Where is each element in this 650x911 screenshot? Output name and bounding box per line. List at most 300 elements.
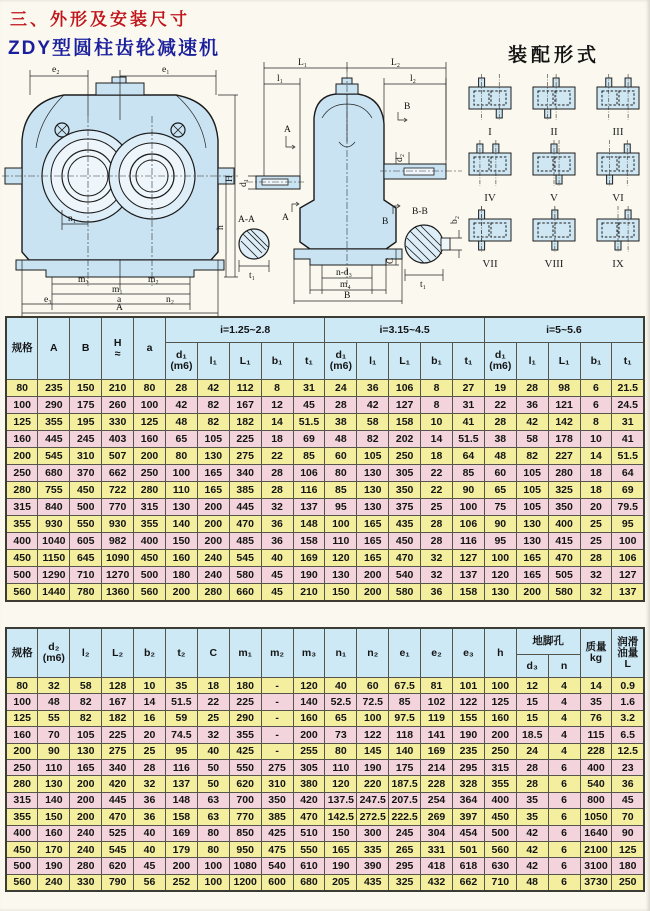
- col-header: L₁: [548, 343, 580, 380]
- table-row: [6, 397, 644, 414]
- section-arrow-A2: A: [282, 213, 289, 223]
- cell: 500: [484, 825, 516, 841]
- cell: 40: [134, 825, 166, 841]
- col-header: L₁: [229, 343, 261, 380]
- cell: 432: [421, 874, 453, 891]
- table2-header: [6, 628, 644, 678]
- assembly-form-label: III: [612, 126, 624, 138]
- cell: 175: [389, 759, 421, 775]
- cell: 305: [293, 759, 325, 775]
- cell: 310: [70, 448, 102, 465]
- cell: 250: [6, 465, 38, 482]
- cell: 3100: [580, 858, 612, 874]
- cell: 69: [612, 482, 644, 499]
- cell: 280: [197, 584, 229, 602]
- side-view-drawing: [236, 52, 466, 314]
- cell: 60: [325, 448, 357, 465]
- section-title: 三、外形及安装尺寸: [10, 10, 190, 29]
- assembly-form-item: [524, 138, 584, 203]
- cell: 250: [484, 743, 516, 759]
- cell: 100: [134, 397, 166, 414]
- cell: 225: [102, 727, 134, 743]
- cell: 1360: [102, 584, 134, 602]
- cell: 36: [421, 584, 453, 602]
- cell: 400: [6, 533, 38, 550]
- cell: 390: [357, 858, 389, 874]
- cell: 105: [516, 482, 548, 499]
- cell: 128: [102, 678, 134, 694]
- cell: 35: [516, 792, 548, 808]
- assembly-form-item: [460, 72, 520, 137]
- col-header: h: [484, 628, 516, 678]
- cell: 169: [293, 550, 325, 567]
- col-header: t₂: [165, 628, 197, 678]
- cell: 27: [452, 380, 484, 397]
- dim-t1-left: t₁: [249, 271, 255, 281]
- dim-m4: m₄: [340, 280, 351, 290]
- cell: 25: [134, 743, 166, 759]
- cell: 240: [70, 825, 102, 841]
- cell: 105: [197, 431, 229, 448]
- cell: 200: [516, 584, 548, 602]
- cell: 560: [484, 841, 516, 857]
- cell: 121: [548, 397, 580, 414]
- cell: 98: [548, 380, 580, 397]
- cell: 6: [548, 776, 580, 792]
- cell: 228: [421, 776, 453, 792]
- cell: 400: [548, 516, 580, 533]
- cell: 42: [165, 397, 197, 414]
- cell: 70: [38, 727, 70, 743]
- cell: 315: [6, 499, 38, 516]
- cell: 340: [102, 759, 134, 775]
- mass-header: 质量 kg: [580, 628, 612, 678]
- cell: 100: [6, 694, 38, 710]
- cell: 445: [102, 792, 134, 808]
- cell: 28: [421, 533, 453, 550]
- table-row: [6, 841, 644, 857]
- cell: 550: [229, 759, 261, 775]
- cell: 41: [452, 414, 484, 431]
- cell: 325: [389, 874, 421, 891]
- cell: 42: [516, 414, 548, 431]
- cell: 64: [612, 465, 644, 482]
- cell: 36: [134, 809, 166, 825]
- dim-A: A: [116, 303, 123, 313]
- cell: 110: [165, 482, 197, 499]
- cell: 485: [229, 533, 261, 550]
- cell: 280: [70, 858, 102, 874]
- cell: 130: [165, 499, 197, 516]
- assembly-form-label: VIII: [544, 258, 564, 270]
- col-header: d₁ (m6): [165, 343, 197, 380]
- cell: 1090: [102, 550, 134, 567]
- cell: 200: [197, 499, 229, 516]
- dim-a: a: [117, 295, 122, 305]
- cell: 130: [357, 499, 389, 516]
- cell: 28: [580, 550, 612, 567]
- cell: 501: [452, 841, 484, 857]
- cell: 165: [357, 533, 389, 550]
- cell: 82: [197, 397, 229, 414]
- cell: 130: [516, 533, 548, 550]
- cell: 36: [612, 776, 644, 792]
- dim-l2: l₂: [410, 74, 416, 84]
- cell: 65: [325, 710, 357, 726]
- cell: 48: [38, 694, 70, 710]
- cell: 200: [70, 809, 102, 825]
- cell: 160: [134, 431, 166, 448]
- cell: 840: [38, 499, 70, 516]
- cell: 82: [197, 414, 229, 431]
- cell: 120: [325, 776, 357, 792]
- cell: 330: [70, 874, 102, 891]
- oil-header: 润滑 油量 L: [612, 628, 644, 678]
- cell: 850: [229, 825, 261, 841]
- dim-nd3: n-d₃: [336, 268, 352, 278]
- cell: 82: [70, 694, 102, 710]
- cell: 800: [580, 792, 612, 808]
- cell: 42: [197, 380, 229, 397]
- cell: 25: [580, 533, 612, 550]
- cell: 24.5: [612, 397, 644, 414]
- dim-L2: L₂: [391, 58, 401, 68]
- col-header: L₁: [389, 343, 421, 380]
- cell: 101: [452, 678, 484, 694]
- cell: 120: [484, 567, 516, 584]
- table-row: [6, 414, 644, 431]
- cell: 200: [197, 533, 229, 550]
- cell: 304: [421, 825, 453, 841]
- cell: 200: [134, 448, 166, 465]
- col-header: t₁: [293, 343, 325, 380]
- cell: 214: [421, 759, 453, 775]
- cell: 36: [516, 397, 548, 414]
- cell: 97.5: [389, 710, 421, 726]
- cell: 630: [484, 858, 516, 874]
- cell: 335: [357, 841, 389, 857]
- cell: 169: [165, 825, 197, 841]
- cell: 122: [452, 694, 484, 710]
- cell: 454: [452, 825, 484, 841]
- cell: 790: [102, 874, 134, 891]
- cell: 110: [325, 533, 357, 550]
- cell: 22: [261, 448, 293, 465]
- cell: 116: [165, 759, 197, 775]
- cell: 470: [102, 809, 134, 825]
- section-arrow-B: B: [404, 102, 411, 112]
- cell: 18: [261, 431, 293, 448]
- cell: 14: [580, 678, 612, 694]
- cell: 42: [516, 841, 548, 857]
- cell: 450: [6, 841, 38, 857]
- front-view-drawing: [0, 58, 240, 316]
- cell: 137: [612, 584, 644, 602]
- dimension-table-mounting: [5, 627, 645, 892]
- cell: 51.5: [612, 448, 644, 465]
- cell: 20: [580, 499, 612, 516]
- cell: 158: [452, 584, 484, 602]
- cell: 119: [421, 710, 453, 726]
- cell: 350: [548, 499, 580, 516]
- cell: 202: [389, 431, 421, 448]
- cell: 28: [165, 380, 197, 397]
- cell: 160: [6, 431, 38, 448]
- cell: 28: [484, 414, 516, 431]
- cell: 200: [70, 776, 102, 792]
- cell: 42: [357, 397, 389, 414]
- cell: 205: [325, 874, 357, 891]
- cell: 22: [484, 397, 516, 414]
- cell: 40: [261, 550, 293, 567]
- cell: 40: [134, 841, 166, 857]
- cell: 32: [261, 499, 293, 516]
- cell: 150: [165, 533, 197, 550]
- cell: 370: [70, 465, 102, 482]
- cell: 142.5: [325, 809, 357, 825]
- dim-n1: n₁: [68, 214, 77, 224]
- cell: 545: [102, 841, 134, 857]
- table1-body: [6, 380, 644, 602]
- col-header: e₂: [421, 628, 453, 678]
- dim-b2: b₂: [450, 215, 460, 224]
- col-header: C: [197, 628, 229, 678]
- cell: 148: [293, 516, 325, 533]
- cell: 80: [165, 448, 197, 465]
- cell: 400: [134, 533, 166, 550]
- cell: 280: [6, 482, 38, 499]
- cell: 28: [421, 516, 453, 533]
- cell: 165: [516, 550, 548, 567]
- cell: 38: [484, 431, 516, 448]
- cell: 105: [70, 727, 102, 743]
- cell: 1050: [580, 809, 612, 825]
- cell: 10: [134, 678, 166, 694]
- cell: 73: [325, 727, 357, 743]
- cell: 445: [38, 431, 70, 448]
- cell: 605: [70, 533, 102, 550]
- assembly-forms-grid: [460, 72, 648, 269]
- cell: 435: [389, 516, 421, 533]
- cell: 275: [102, 743, 134, 759]
- cell: 1200: [229, 874, 261, 891]
- cell: 42: [516, 858, 548, 874]
- cell: 272.5: [357, 809, 389, 825]
- cell: 80: [197, 825, 229, 841]
- cell: 21.5: [612, 380, 644, 397]
- col-header: d₁ (m6): [325, 343, 357, 380]
- cell: 4: [548, 727, 580, 743]
- cell: 445: [229, 499, 261, 516]
- cell: 350: [261, 792, 293, 808]
- cell: 315: [134, 499, 166, 516]
- assembly-forms-title: 装配形式: [507, 45, 600, 66]
- cell: 100: [452, 499, 484, 516]
- cell: 350: [389, 482, 421, 499]
- cell: 90: [452, 482, 484, 499]
- cell: 580: [548, 584, 580, 602]
- cell: 32: [580, 584, 612, 602]
- cell: 35: [516, 809, 548, 825]
- cell: 116: [293, 482, 325, 499]
- cell: 18.5: [516, 727, 548, 743]
- cell: 80: [6, 380, 38, 397]
- cell: 450: [6, 550, 38, 567]
- cell: 6: [548, 825, 580, 841]
- cell: 165: [357, 516, 389, 533]
- cell: 385: [229, 482, 261, 499]
- cell: 160: [6, 727, 38, 743]
- cell: 80: [325, 743, 357, 759]
- cell: 28: [134, 759, 166, 775]
- table-row: [6, 809, 644, 825]
- cell: 550: [293, 841, 325, 857]
- cell: 45: [261, 584, 293, 602]
- cell: 35: [165, 678, 197, 694]
- cell: 127: [452, 550, 484, 567]
- section-BB-label: B-B: [412, 207, 428, 217]
- cell: 700: [229, 792, 261, 808]
- col-header: b₁: [421, 343, 453, 380]
- cell: 51.5: [452, 431, 484, 448]
- cell: -: [261, 710, 293, 726]
- col-header: b₁: [580, 343, 612, 380]
- cell: 450: [70, 482, 102, 499]
- cell: 85: [325, 482, 357, 499]
- cell: 72.5: [357, 694, 389, 710]
- cell: 397: [452, 809, 484, 825]
- cell: 80: [325, 465, 357, 482]
- table1-header: [6, 317, 644, 380]
- cell: 425: [229, 743, 261, 759]
- cell: 400: [580, 759, 612, 775]
- cell: 560: [134, 584, 166, 602]
- cell: 18: [421, 448, 453, 465]
- cell: 63: [197, 809, 229, 825]
- cell: 645: [70, 550, 102, 567]
- cell: 4: [548, 678, 580, 694]
- cell: 63: [197, 792, 229, 808]
- cell: 65: [484, 482, 516, 499]
- table-row: [6, 431, 644, 448]
- cell: 100: [6, 397, 38, 414]
- cell: 167: [102, 694, 134, 710]
- reducer-variant-icon: [589, 72, 647, 122]
- ratio-group-header: i=3.15~4.5: [325, 317, 484, 343]
- cell: 48: [484, 448, 516, 465]
- cell: 95: [325, 499, 357, 516]
- cell: 24: [325, 380, 357, 397]
- dim-m2: m₂: [148, 275, 159, 285]
- cell: 31: [452, 397, 484, 414]
- table-row: [6, 499, 644, 516]
- cell: 80: [134, 380, 166, 397]
- cell: 22: [421, 465, 453, 482]
- cell: 1440: [38, 584, 70, 602]
- cell: 70: [612, 809, 644, 825]
- cell: 158: [165, 809, 197, 825]
- cell: 122: [357, 727, 389, 743]
- col-header: t₁: [452, 343, 484, 380]
- col-header: B: [70, 317, 102, 380]
- cell: 250: [612, 874, 644, 891]
- cell: 100: [325, 516, 357, 533]
- cell: 95: [165, 743, 197, 759]
- header-row: [6, 628, 644, 655]
- cell: 280: [6, 776, 38, 792]
- cell: 150: [70, 380, 102, 397]
- col-header: H ≈: [102, 317, 134, 380]
- cell: 140: [38, 792, 70, 808]
- cell: 950: [229, 841, 261, 857]
- col-header: b₁: [261, 343, 293, 380]
- cell: 200: [6, 448, 38, 465]
- col-header: d₃: [516, 655, 548, 678]
- cell: 280: [134, 482, 166, 499]
- table-row: [6, 792, 644, 808]
- cell: 190: [357, 759, 389, 775]
- cell: 115: [580, 727, 612, 743]
- cell: 315: [484, 759, 516, 775]
- cell: 225: [229, 694, 261, 710]
- cell: 295: [389, 858, 421, 874]
- cell: 755: [38, 482, 70, 499]
- cell: 178: [548, 431, 580, 448]
- cell: 400: [6, 825, 38, 841]
- cell: 662: [102, 465, 134, 482]
- cell: 182: [102, 710, 134, 726]
- dim-e2: e₂: [52, 65, 60, 75]
- cell: 662: [452, 874, 484, 891]
- cell: 610: [293, 858, 325, 874]
- cell: 380: [293, 776, 325, 792]
- dim-m1: m₁: [112, 285, 123, 295]
- cell: 355: [38, 414, 70, 431]
- cell: 228: [580, 743, 612, 759]
- cell: 1290: [38, 567, 70, 584]
- table2-body: [6, 678, 644, 892]
- cell: 105: [516, 465, 548, 482]
- cell: 722: [102, 482, 134, 499]
- cell: 560: [6, 874, 38, 891]
- col-header: l₁: [516, 343, 548, 380]
- dim-n2: n₂: [166, 295, 175, 305]
- assembly-form-item: [588, 138, 648, 203]
- col-header: e₃: [452, 628, 484, 678]
- reducer-variant-icon: [461, 204, 519, 254]
- cell: 250: [134, 465, 166, 482]
- cell: -: [261, 743, 293, 759]
- cell: 56: [134, 874, 166, 891]
- table-row: [6, 550, 644, 567]
- col-header: m₃: [293, 628, 325, 678]
- cell: 165: [516, 567, 548, 584]
- table-row: [6, 584, 644, 602]
- cell: 32: [134, 776, 166, 792]
- cell: 36: [357, 380, 389, 397]
- cell: 265: [389, 841, 421, 857]
- cell: 32: [421, 567, 453, 584]
- cell: 982: [102, 533, 134, 550]
- cell: 69: [293, 431, 325, 448]
- cell: 1270: [102, 567, 134, 584]
- cell: 50: [197, 776, 229, 792]
- cell: 148: [165, 792, 197, 808]
- cell: 247.5: [357, 792, 389, 808]
- cell: 710: [484, 874, 516, 891]
- cell: 6: [580, 397, 612, 414]
- col-header: A: [38, 317, 70, 380]
